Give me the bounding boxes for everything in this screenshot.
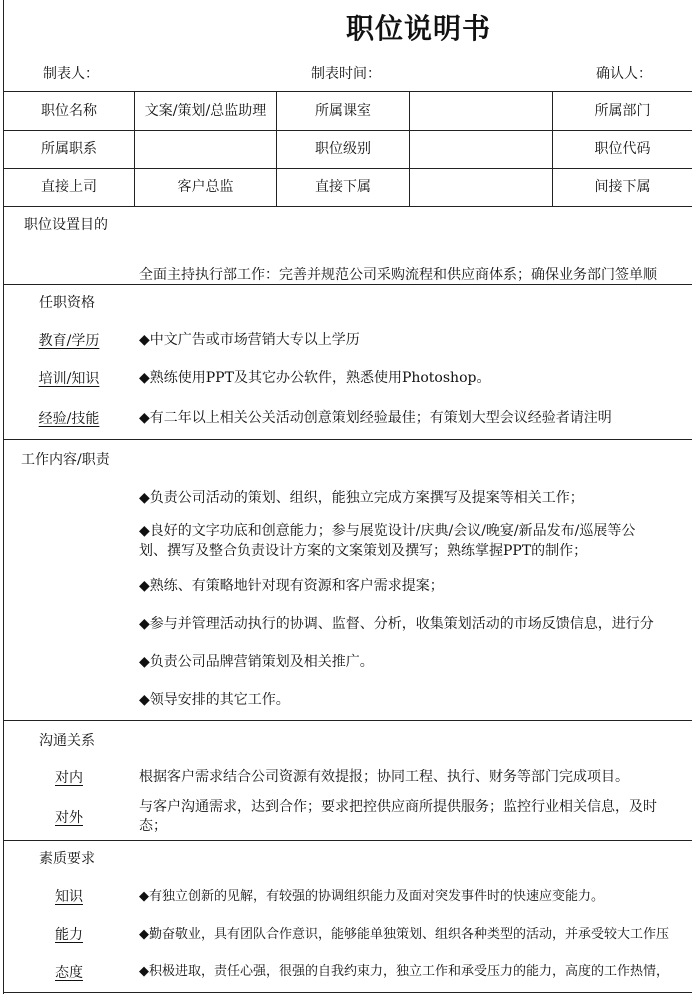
purpose-label: 职位设置目的 — [24, 217, 108, 233]
maker-label: 制表人： — [43, 66, 99, 82]
cell-supervisor-value: 客户总监 — [177, 179, 234, 195]
qualifications-label: 任职资格 — [39, 295, 95, 311]
training-label: 培训/知识 — [38, 371, 100, 387]
knowledge-text: ◆有独立创新的见解，有较强的协调组织能力及面对突发事件时的快速应变能力。 — [139, 889, 604, 904]
internal-label: 对内 — [55, 770, 83, 786]
cell-section-label: 所属课室 — [315, 103, 371, 119]
confirm-label: 确认人： — [596, 66, 652, 82]
cell-indirect-subordinate-label: 间接下属 — [594, 179, 651, 195]
cell-code-label: 职位代码 — [594, 141, 651, 157]
cell-position-name-label: 职位名称 — [41, 103, 97, 119]
line-after-qualifications — [3, 439, 692, 440]
attitude-text: ◆积极进取，责任心强，很强的自我约束力，独立工作和承受压力的能力，高度的工作热情， — [139, 964, 669, 979]
external-label: 对外 — [55, 810, 83, 826]
external-text-line1: 与客户沟通需求，达到合作；要求把控供应商所提供服务；监控行业相关信息，及时 — [139, 799, 657, 815]
line-after-duties — [3, 720, 692, 721]
line-row3 — [3, 206, 692, 207]
line-bottom — [3, 992, 692, 993]
duty-item-4: ◆参与并管理活动执行的协调、监督、分析，收集策划活动的市场反馈信息，进行分 — [139, 616, 654, 632]
training-text: ◆熟练使用PPT及其它办公软件，熟悉使用Photoshop。 — [139, 370, 491, 386]
duty-item-3: ◆熟练、有策略地针对现有资源和客户需求提案； — [139, 578, 444, 594]
cell-level-label: 职位级别 — [315, 141, 371, 157]
education-label: 教育/学历 — [38, 333, 100, 349]
duty-item-5: ◆负责公司品牌营销策划及相关推广。 — [139, 654, 374, 670]
line-after-communication — [3, 840, 692, 841]
attitude-label: 态度 — [55, 965, 83, 981]
line-after-purpose — [3, 284, 692, 285]
ability-label: 能力 — [55, 927, 83, 943]
experience-text: ◆有二年以上相关公关活动创意策划经验最佳；有策划大型会议经验者请注明 — [139, 410, 612, 426]
line-row1 — [3, 130, 692, 131]
duty-item-6: ◆领导安排的其它工作。 — [139, 692, 290, 708]
page-title: 职位说明书 — [346, 12, 492, 45]
external-text-line2: 态； — [139, 818, 167, 834]
cell-job-family-label: 所属职系 — [41, 141, 97, 157]
info-col-line-3 — [409, 91, 410, 206]
cell-position-name-value: 文案/策划/总监助理 — [144, 103, 267, 119]
duty-item-2: ◆良好的文字功底和创意能力；参与展览设计/庆典/会议/晚宴/新品发布/巡展等公 — [139, 523, 636, 539]
cell-department-label: 所属部门 — [594, 103, 651, 119]
ability-text: ◆勤奋敬业，具有团队合作意识，能够能单独策划、组织各种类型的活动，并承受较大工作压 — [139, 927, 669, 942]
cell-subordinate-label: 直接下属 — [315, 179, 371, 195]
duty-item-1: ◆负责公司活动的策划、组织，能独立完成方案撰写及提案等相关工作； — [139, 490, 584, 506]
line-after-header — [3, 91, 692, 92]
communication-label: 沟通关系 — [39, 733, 95, 749]
duties-label: 工作内容/职责 — [21, 452, 110, 468]
experience-label: 经验/技能 — [38, 411, 100, 427]
cell-supervisor-label: 直接上司 — [41, 179, 97, 195]
line-row2 — [3, 168, 692, 169]
education-text: ◆中文广告或市场营销大专以上学历 — [139, 332, 360, 348]
time-label: 制表时间： — [311, 66, 381, 82]
internal-text: 根据客户需求结合公司资源有效提报；协同工程、执行、财务等部门完成项目。 — [139, 769, 629, 785]
knowledge-label: 知识 — [55, 889, 83, 905]
quality-label: 素质要求 — [39, 851, 95, 867]
purpose-text: 全面主持执行部工作：完善并规范公司采购流程和供应商体系；确保业务部门签单顺 — [139, 267, 657, 283]
duty-item-2-cont: 划、撰写及整合负责设计方案的文案策划及撰写；熟练掌握PPT的制作； — [139, 543, 588, 559]
